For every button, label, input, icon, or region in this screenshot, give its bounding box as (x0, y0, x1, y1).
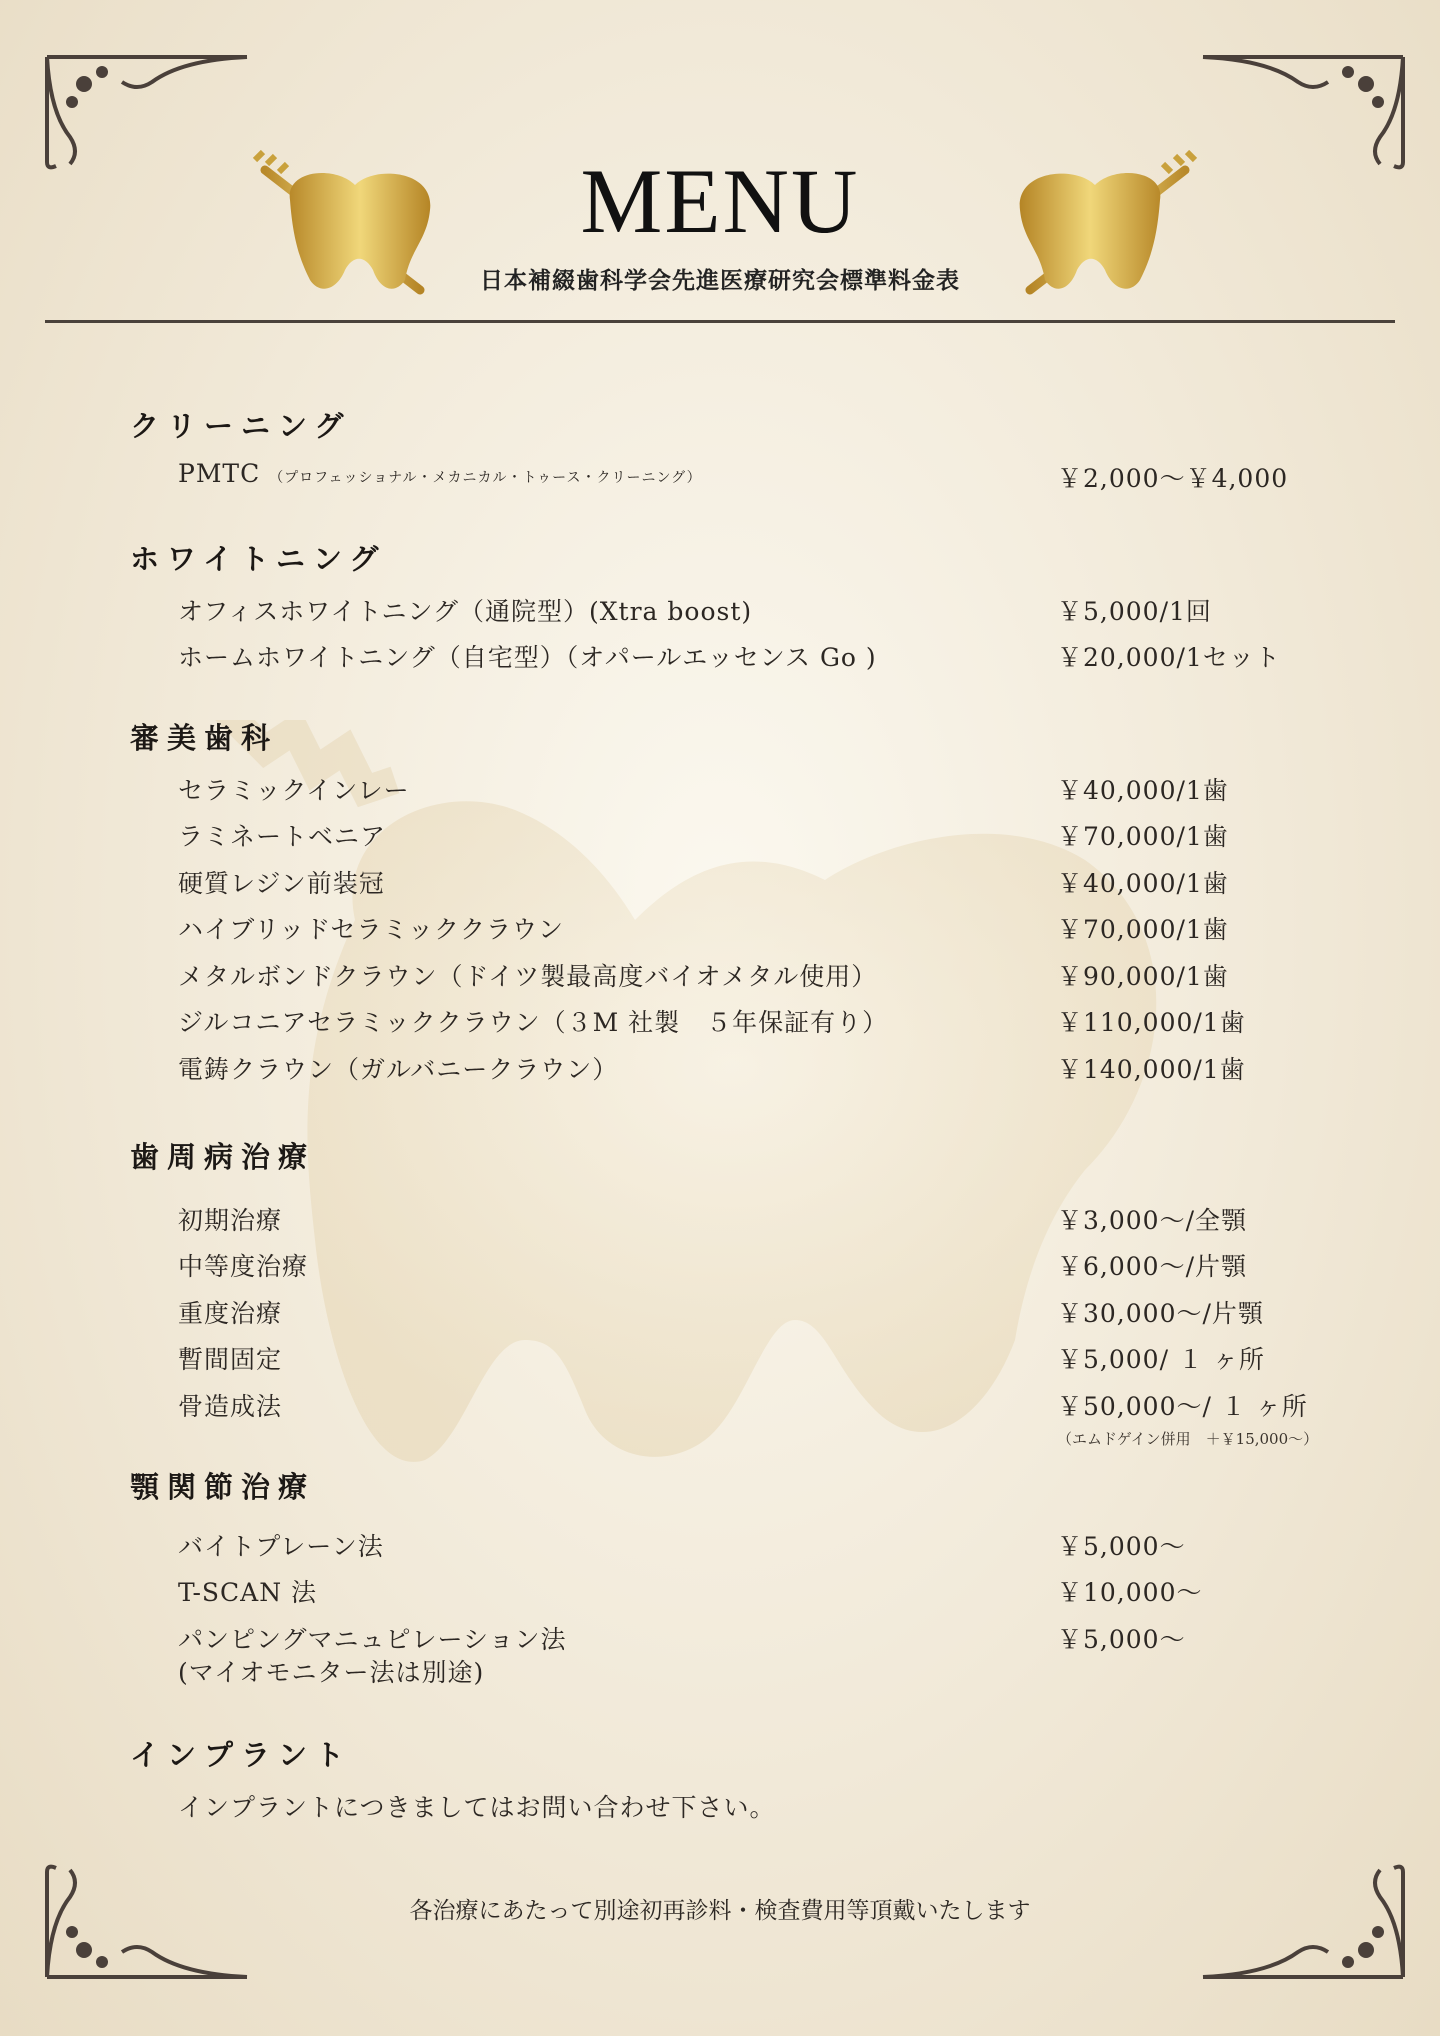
menu-item-pmtc (178, 459, 702, 488)
menu-item-price: ￥6,000～/片顎 (1057, 1252, 1247, 1281)
menu-item-price: ￥140,000/1歯 (1057, 1055, 1246, 1084)
menu-item-home-whitening: ホームホワイトニング（自宅型）（オパールエッセンス Go ) (178, 643, 877, 672)
menu-item-price: ￥70,000/1歯 (1057, 915, 1229, 944)
menu-item-price: ￥10,000～ (1057, 1578, 1203, 1607)
menu-item-initial-treatment: 初期治療 (178, 1206, 283, 1235)
menu-item-galvano-crown: 電鋳クラウン（ガルバニークラウン） (178, 1055, 619, 1084)
menu-item-sub-note: （エムドゲイン併用 ＋￥15,000～） (1057, 1430, 1319, 1448)
corner-ornament-top-right-icon (1198, 52, 1408, 172)
menu-item-resin-crown: 硬質レジン前装冠 (178, 869, 385, 898)
page-subtitle: 日本補綴歯科学会先進医療研究会標準料金表 (480, 267, 960, 294)
menu-item-price: ￥20,000/1セット (1057, 643, 1281, 672)
menu-item-bite-plane: バイトプレーン法 (178, 1532, 384, 1561)
menu-item-moderate-treatment: 中等度治療 (178, 1252, 309, 1281)
corner-ornament-top-left-icon (42, 52, 252, 172)
section-title-cleaning: クリーニング (130, 409, 352, 443)
menu-item-price: ￥90,000/1歯 (1057, 962, 1229, 991)
menu-item-office-whitening: オフィスホワイトニング（通院型）(Xtra boost) (178, 597, 753, 626)
menu-item-price: ￥2,000～￥4,000 (1057, 464, 1289, 493)
section-title-periodontal: 歯周病治療 (130, 1140, 316, 1174)
menu-item-price: ￥70,000/1歯 (1057, 822, 1229, 851)
menu-item-price: ￥5,000～ (1057, 1532, 1186, 1561)
section-title-cosmetic: 審美歯科 (130, 721, 279, 755)
menu-item-hybrid-ceramic-crown: ハイブリッドセラミッククラウン (178, 915, 565, 944)
menu-item-price: ￥5,000/1回 (1057, 597, 1212, 626)
section-title-implant: インプラント (130, 1738, 353, 1772)
section-title-tmj: 顎関節治療 (130, 1470, 316, 1504)
menu-item-price: ￥3,000～/全顎 (1057, 1206, 1247, 1235)
menu-item-metal-bond-crown: メタルボンドクラウン（ドイツ製最高度バイオメタル使用） (178, 962, 878, 991)
menu-item-price: ￥30,000～/片顎 (1057, 1299, 1264, 1328)
menu-item-price: ￥5,000/ １ ヶ所 (1057, 1345, 1265, 1374)
menu-item-t-scan: T-SCAN 法 (178, 1578, 318, 1607)
menu-item-severe-treatment: 重度治療 (178, 1299, 283, 1328)
menu-item-price: ￥40,000/1歯 (1057, 776, 1229, 805)
menu-item-pumping-manipulation-note: (マイオモニター法は別途) (178, 1658, 485, 1687)
section-title-whitening: ホワイトニング (130, 542, 387, 576)
menu-item-zirconia-crown: ジルコニアセラミッククラウン（３M 社製 ５年保証有り） (178, 1008, 889, 1037)
menu-item-name: PMTC (178, 459, 261, 488)
page-title: MENU (580, 150, 860, 252)
footer-note: 各治療にあたって別途初再診料・検査費用等頂戴いたします (409, 1898, 1031, 1924)
menu-item-note: （プロフェッショナル・メカニカル・トゥース・クリーニング） (269, 470, 702, 486)
menu-item-pumping-manipulation: パンピングマニュピレーション法 (178, 1625, 567, 1654)
menu-item-price: ￥110,000/1歯 (1057, 1008, 1246, 1037)
header-divider (45, 320, 1395, 323)
menu-item-bone-grafting: 骨造成法 (178, 1392, 283, 1421)
menu-item-price: ￥50,000～/ １ ヶ所 (1057, 1392, 1308, 1421)
menu-item-temporary-fixation: 暫間固定 (178, 1345, 283, 1374)
menu-item-implant-inquiry: インプラントにつきましてはお問い合わせ下さい。 (178, 1793, 776, 1822)
menu-item-price: ￥5,000～ (1057, 1625, 1186, 1654)
menu-item-price: ￥40,000/1歯 (1057, 869, 1229, 898)
menu-item-ceramic-inlay: セラミックインレー (178, 776, 410, 805)
menu-item-laminate-veneer: ラミネートベニア (178, 822, 387, 851)
